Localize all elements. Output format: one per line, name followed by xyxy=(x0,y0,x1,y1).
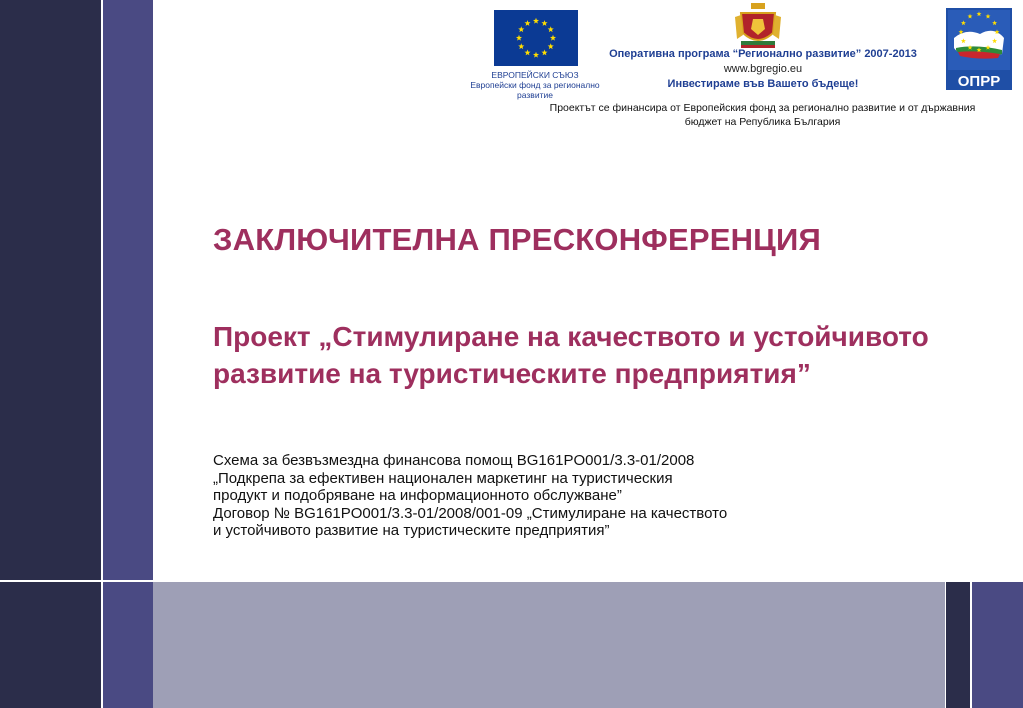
eu-flag-icon xyxy=(494,10,578,66)
bottom-left-dark-block xyxy=(0,582,101,708)
description xyxy=(213,452,853,540)
bottom-gray-band xyxy=(153,582,945,708)
program-info xyxy=(580,47,946,92)
bottom-right-dark-block xyxy=(946,582,970,708)
oprr-label: ОПРР xyxy=(957,73,1001,90)
eu-caption-line3: развитие xyxy=(517,90,553,100)
description-line: Схема за безвъзмездна финансова помощ BG161PO001/3.3-01/2008 xyxy=(213,452,695,469)
left-purple-bar xyxy=(103,0,153,580)
project-title: Проект „Стимулиране на качеството и устойчивото развитие на туристическите предприятия” xyxy=(213,321,929,389)
left-dark-bar xyxy=(0,0,101,580)
bulgarian-coat-of-arms-icon xyxy=(733,3,783,49)
eu-caption-line1: ЕВРОПЕЙСКИ СЪЮЗ xyxy=(491,70,579,80)
program-line: Оперативна програма “Регионално развитие” 2007-2013 xyxy=(609,48,917,60)
description-line: и устойчивото развитие на туристическите предприятия” xyxy=(213,522,610,539)
description-line: продукт и подобряване на информационното обслужване” xyxy=(213,487,622,504)
oprr-logo-icon xyxy=(946,8,1012,90)
bottom-right-purple-block xyxy=(972,582,1023,708)
description-line: „Подкрепа за ефективен национален маркетинг на туристическия xyxy=(213,469,673,487)
funding-note: Проектът се финансира от Европейския фонд за регионално развитие и от държавния бюджет на Република България xyxy=(549,102,976,128)
bottom-left-purple-block xyxy=(103,582,153,708)
eu-caption-line2: Европейски фонд за регионално xyxy=(470,80,600,90)
main-title: ЗАКЛЮЧИТЕЛНА ПРЕСКОНФЕРЕНЦИЯ xyxy=(213,222,821,257)
description-line: Договор № BG161PO001/3.3-01/2008/001-09 „Стимулиране на качеството xyxy=(213,504,728,522)
website-link[interactable]: www.bgregio.eu xyxy=(723,63,803,75)
slogan: Инвестираме във Вашето бъдеще! xyxy=(667,78,859,90)
